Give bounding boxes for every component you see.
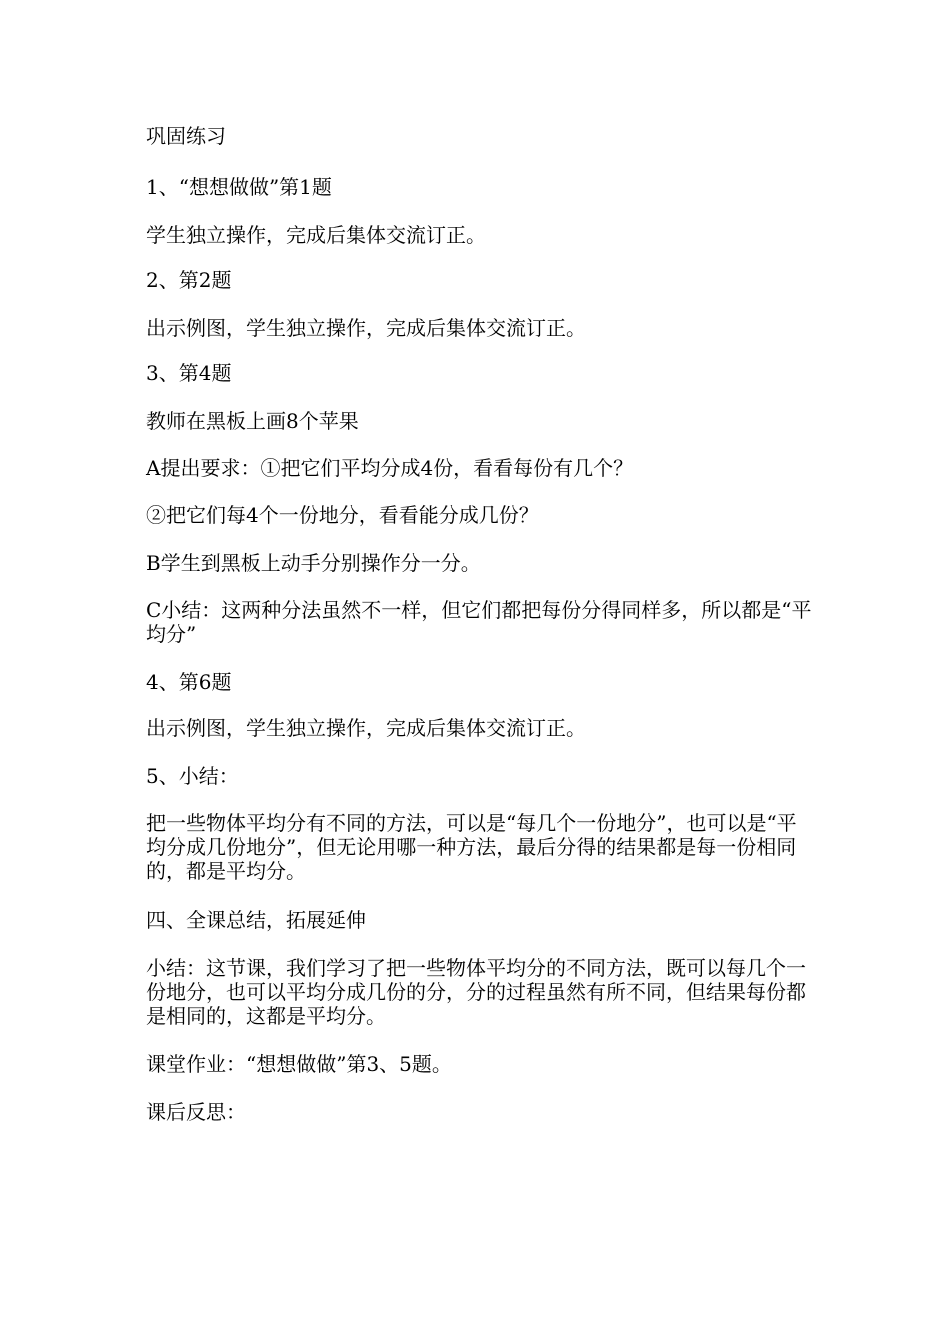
paragraph-homework: 课堂作业：“想想做做”第3、5题。 [146, 1052, 452, 1076]
exercise-item-1: 1、“想想做做”第1题 [146, 175, 332, 199]
exercise-item-2: 2、第2题 [146, 268, 232, 292]
exercise-item-3: 3、第4题 [146, 361, 232, 385]
paragraph: 把一些物体平均分有不同的方法，可以是“每几个一份地分”，也可以是“平均分成几份地分”，但无论用哪一种方法，最后分得的结果都是每一份相同的，都是平均分。 [146, 811, 797, 883]
exercise-item-4: 4、第6题 [146, 670, 232, 694]
paragraph: 学生独立操作，完成后集体交流订正。 [146, 223, 486, 247]
paragraph: 小结：这节课，我们学习了把一些物体平均分的不同方法，既可以每几个一份地分，也可以平均分成几份的分，分的过程虽然有所不同，但结果每份都是相同的，这都是平均分。 [146, 956, 806, 1028]
paragraph: ②把它们每4个一份地分，看看能分成几份？ [146, 503, 539, 527]
paragraph: 出示例图，学生独立操作，完成后集体交流订正。 [146, 316, 586, 340]
paragraph-reflection: 课后反思： [146, 1100, 246, 1124]
section-heading-summary: 四、全课总结，拓展延伸 [146, 908, 366, 932]
paragraph: 出示例图，学生独立操作，完成后集体交流订正。 [146, 716, 586, 740]
exercise-item-5: 5、小结： [146, 764, 239, 788]
paragraph: C小结：这两种分法虽然不一样，但它们都把每份分得同样多，所以都是“平均分” [146, 598, 812, 646]
paragraph: 教师在黑板上画8个苹果 [146, 409, 359, 433]
paragraph: A提出要求：①把它们平均分成4份，看看每份有几个？ [146, 456, 634, 480]
section-heading-practice: 巩固练习 [146, 124, 226, 148]
paragraph: B学生到黑板上动手分别操作分一分。 [146, 551, 481, 575]
